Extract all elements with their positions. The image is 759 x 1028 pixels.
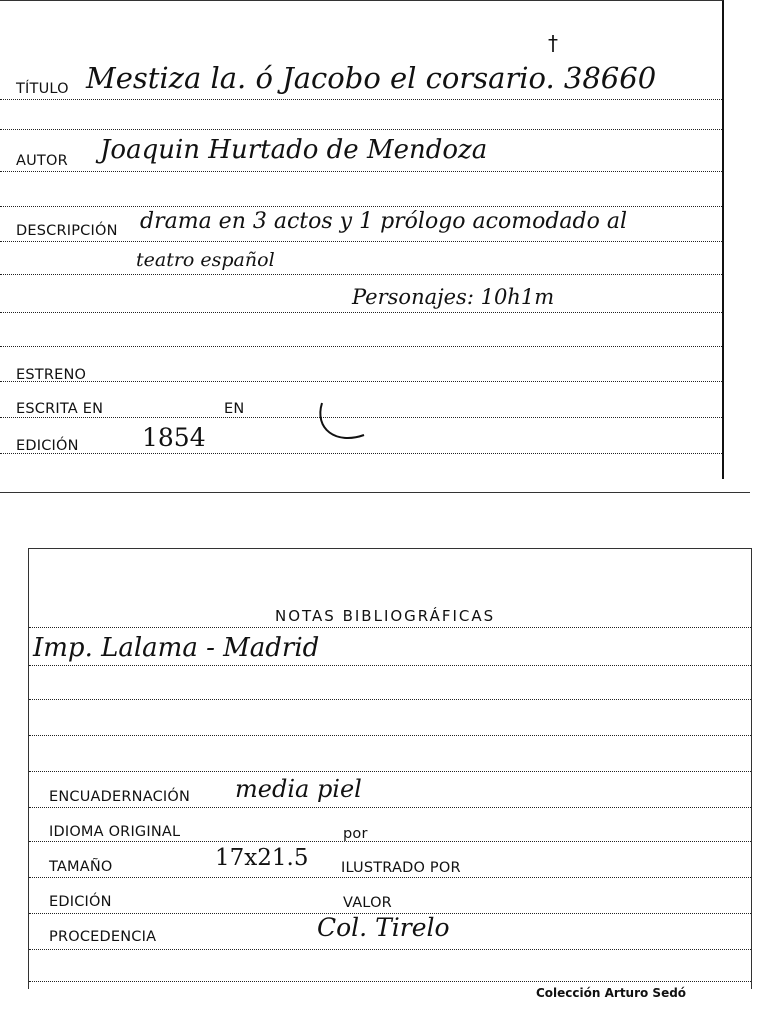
edicion-label: EDICIÓN [16, 438, 79, 454]
cards-divider [0, 492, 750, 493]
rule [29, 981, 751, 982]
procedencia-label: PROCEDENCIA [49, 929, 157, 945]
rule [29, 807, 751, 808]
rule [29, 735, 751, 736]
titulo-value: Mestiza la. ó Jacobo el corsario. 38660 [86, 61, 657, 95]
autor-label: AUTOR [16, 153, 68, 169]
tamano-label: TAMAÑO [49, 859, 113, 875]
rule [0, 346, 722, 347]
rule [29, 841, 751, 842]
rule [0, 453, 722, 454]
rule [0, 274, 722, 275]
notas-heading: NOTAS BIBLIOGRÁFICAS [275, 607, 496, 625]
ilustrado-label: ILUSTRADO POR [341, 860, 461, 876]
procedencia-value: Col. Tirelo [317, 913, 450, 942]
por-label: por [343, 826, 368, 842]
edicion-back-label: EDICIÓN [49, 894, 112, 910]
catalog-card-back [28, 548, 752, 989]
escrita-en-label: ESCRITA EN [16, 401, 104, 417]
idioma-label: IDIOMA ORIGINAL [49, 824, 181, 840]
descripcion-line2: teatro español [136, 249, 275, 271]
en-label: EN [224, 401, 245, 417]
autor-value: Joaquin Hurtado de Mendoza [100, 135, 488, 165]
rule [0, 171, 722, 172]
rule [0, 99, 722, 100]
rule [0, 312, 722, 313]
ink-stroke [312, 399, 372, 449]
encuadernacion-value: media piel [235, 775, 362, 803]
rule [0, 129, 722, 130]
rule [29, 699, 751, 700]
rule [0, 381, 722, 382]
rule [29, 627, 751, 628]
rule [0, 241, 722, 242]
cross-mark: † [548, 31, 558, 55]
encuadernacion-label: ENCUADERNACIÓN [49, 789, 191, 805]
rule [29, 949, 751, 950]
descripcion-line1: drama en 3 actos y 1 prólogo acomodado al [140, 209, 627, 234]
tamano-value: 17x21.5 [215, 845, 309, 871]
descripcion-line3: Personajes: 10h1m [352, 285, 555, 309]
catalog-card-front [0, 0, 724, 479]
titulo-label: TÍTULO [16, 81, 69, 97]
notas-line1: Imp. Lalama - Madrid [33, 633, 320, 663]
descripcion-label: DESCRIPCIÓN [16, 223, 118, 239]
valor-label: VALOR [343, 895, 392, 911]
estreno-label: ESTRENO [16, 367, 87, 383]
rule [0, 206, 722, 207]
edicion-value: 1854 [142, 423, 206, 452]
rule [29, 665, 751, 666]
collection-stamp: Colección Arturo Sedó [536, 986, 687, 1000]
rule [29, 771, 751, 772]
rule [29, 877, 751, 878]
